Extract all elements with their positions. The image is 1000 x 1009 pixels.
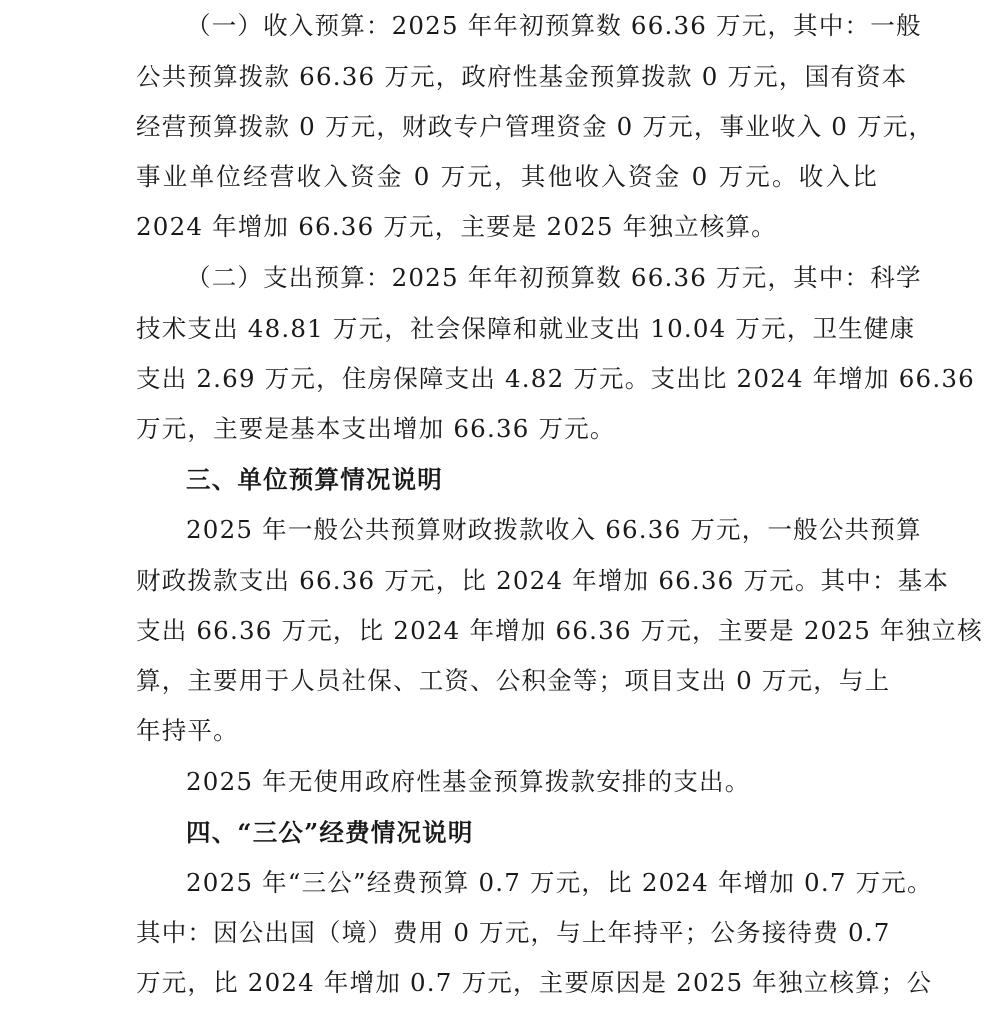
unit-budget-line-2: 财政拨款支出 66.36 万元，比 2024 年增加 66.36 万元。其中：基本: [136, 566, 950, 595]
section-4-heading: 四、“三公”经费情况说明: [186, 818, 474, 847]
income-budget-line-1: （一）收入预算：2025 年年初预算数 66.36 万元，其中：一般: [186, 11, 922, 40]
expense-budget-line-2: 技术支出 48.81 万元，社会保障和就业支出 10.04 万元，卫生健康: [136, 314, 916, 343]
three-public-line-2: 其中：因公出国（境）费用 0 万元，与上年持平；公务接待费 0.7: [136, 918, 891, 947]
income-budget-line-3: 经营预算拨款 0 万元，财政专户管理资金 0 万元，事业收入 0 万元，: [136, 112, 935, 141]
fund-budget-line: 2025 年无使用政府性基金预算拨款安排的支出。: [186, 767, 751, 796]
expense-budget-line-4: 万元，主要是基本支出增加 66.36 万元。: [136, 414, 616, 443]
unit-budget-line-1: 2025 年一般公共预算财政拨款收入 66.36 万元，一般公共预算: [186, 515, 922, 544]
three-public-line-1: 2025 年“三公”经费预算 0.7 万元，比 2024 年增加 0.7 万元。: [186, 868, 933, 897]
expense-budget-line-3: 支出 2.69 万元，住房保障支出 4.82 万元。支出比 2024 年增加 66.36: [136, 364, 975, 393]
section-3-heading: 三、单位预算情况说明: [186, 465, 443, 494]
three-public-line-3: 万元，比 2024 年增加 0.7 万元，主要原因是 2025 年独立核算；公: [136, 968, 933, 997]
unit-budget-line-5: 年持平。: [136, 716, 239, 745]
expense-budget-line-1: （二）支出预算：2025 年年初预算数 66.36 万元，其中：科学: [186, 263, 922, 292]
unit-budget-line-4: 算，主要用于人员社保、工资、公积金等；项目支出 0 万元，与上: [136, 666, 891, 695]
income-budget-line-5: 2024 年增加 66.36 万元，主要是 2025 年独立核算。: [136, 212, 777, 241]
income-budget-line-2: 公共预算拨款 66.36 万元，政府性基金预算拨款 0 万元，国有资本: [136, 62, 908, 91]
unit-budget-line-3: 支出 66.36 万元，比 2024 年增加 66.36 万元，主要是 2025 年独立核: [136, 616, 983, 645]
income-budget-line-4: 事业单位经营收入资金 0 万元，其他收入资金 0 万元。收入比: [136, 162, 878, 191]
